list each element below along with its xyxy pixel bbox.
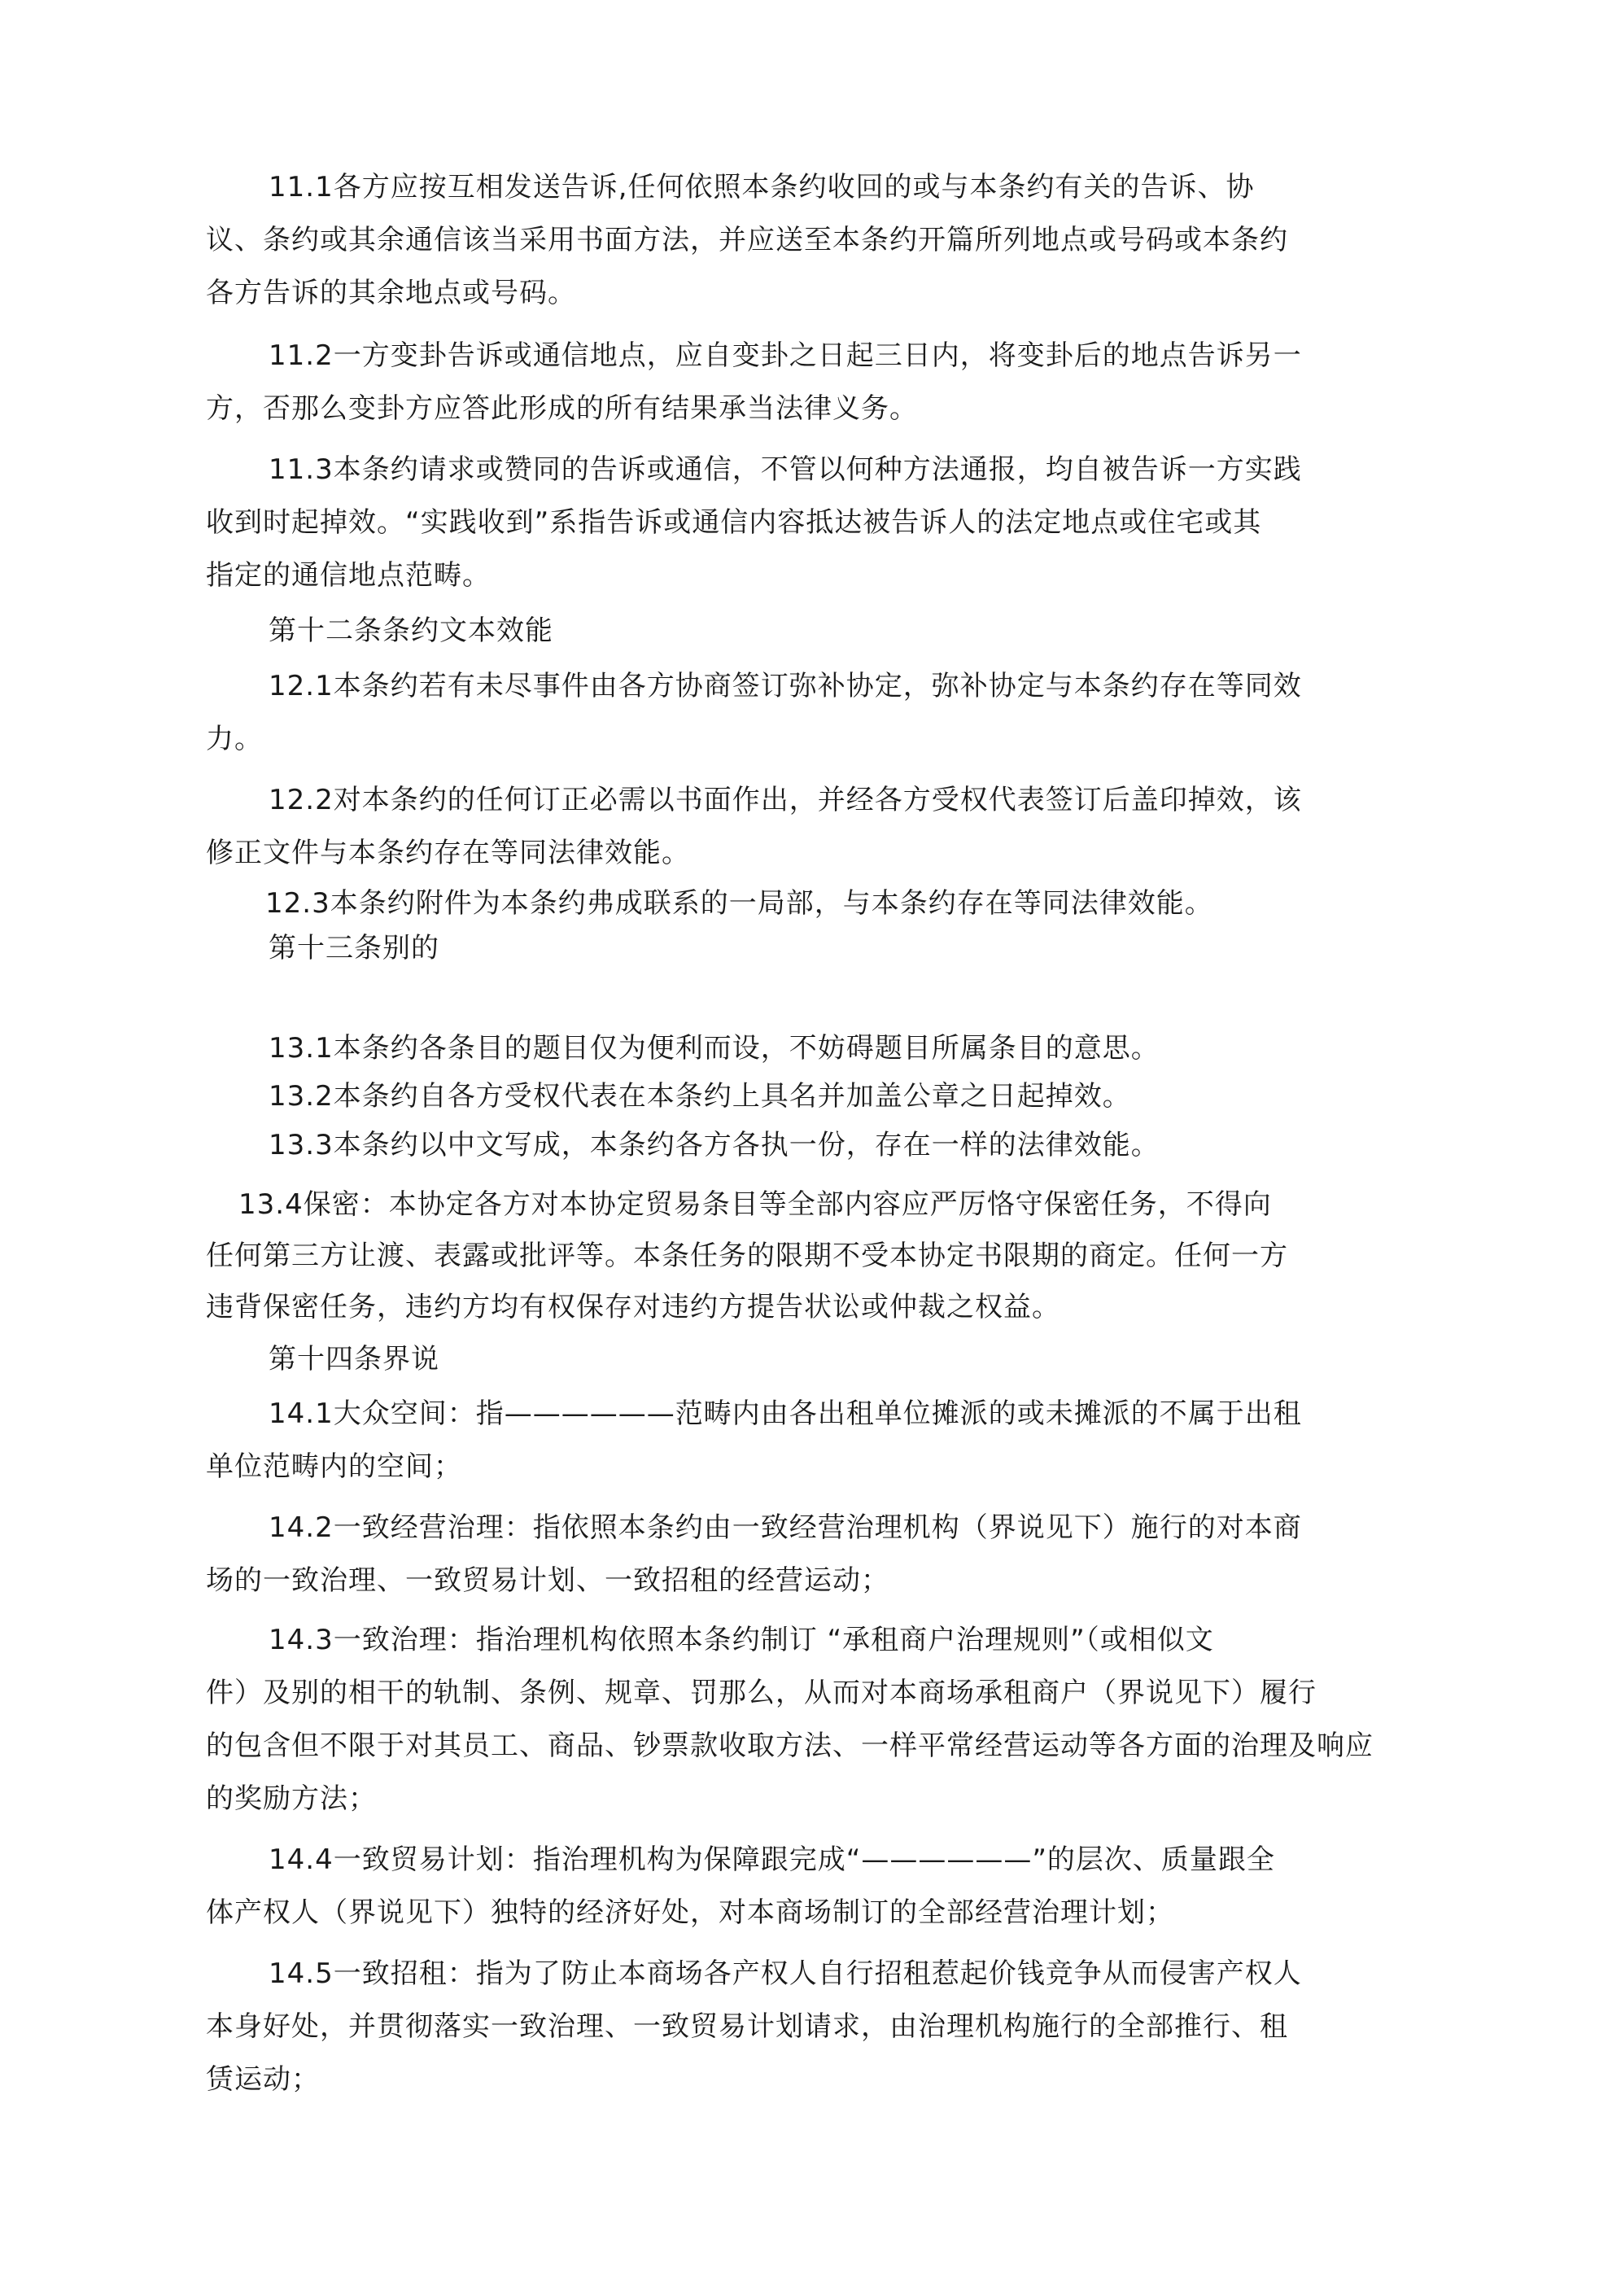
paragraph-line: 单位范畴内的空间；: [206, 1450, 462, 1483]
paragraph-line: 12.2对本条约的任何订正必需以书面作出，并经各方受权代表签订后盖印掉效，该: [269, 784, 1302, 816]
paragraph-line: 14.1大众空间：指——————范畴内由各出租单位摊派的或未摊派的不属于出租: [269, 1397, 1302, 1430]
paragraph-line: 收到时起掉效。“实践收到”系指告诉或通信内容抵达被告诉人的法定地点或住宅或其: [206, 506, 1262, 539]
paragraph-line: 11.2一方变卦告诉或通信地点，应自变卦之日起三日内，将变卦后的地点告诉另一: [269, 339, 1302, 372]
paragraph-line: 本身好处，并贯彻落实一致治理、一致贸易计划请求，由治理机构施行的全部推行、租: [206, 2010, 1288, 2043]
paragraph-line: 11.1各方应按互相发送告诉,任何依照本条约收回的或与本条约有关的告诉、协: [269, 171, 1255, 203]
paragraph-line: 14.2一致经营治理：指依照本条约由一致经营治理机构（界说见下）施行的对本商: [269, 1511, 1302, 1544]
paragraph-line: 议、条约或其余通信该当采用书面方法，并应送至本条约开篇所列地点或号码或本条约: [206, 224, 1288, 256]
paragraph-line: 力。: [206, 723, 263, 755]
paragraph-line: 13.1本条约各条目的题目仅为便利而设，不妨碍题目所属条目的意思。: [269, 1032, 1160, 1065]
paragraph-line: 14.4一致贸易计划：指治理机构为保障跟完成“——————”的层次、质量跟全: [269, 1843, 1275, 1876]
paragraph-line: 13.2本条约自各方受权代表在本条约上具名并加盖公章之日起掉效。: [269, 1080, 1131, 1113]
paragraph-line: 场的一致治理、一致贸易计划、一致招租的经营运动；: [206, 1564, 889, 1597]
paragraph-line: 11.3本条约请求或赞同的告诉或通信，不管以何种方法通报，均自被告诉一方实践: [269, 453, 1302, 486]
paragraph-line: 12.1本条约若有未尽事件由各方协商签订弥补协定，弥补协定与本条约存在等同效: [269, 670, 1302, 702]
section-heading: 第十三条别的: [269, 932, 439, 964]
paragraph-line: 各方告诉的其余地点或号码。: [206, 277, 576, 309]
paragraph-line: 的包含但不限于对其员工、商品、钞票款收取方法、一样平常经营运动等各方面的治理及响应: [206, 1730, 1374, 1762]
section-heading: 第十四条界说: [269, 1343, 439, 1375]
paragraph-line: 体产权人（界说见下）独特的经济好处，对本商场制订的全部经营治理计划；: [206, 1896, 1174, 1929]
paragraph-line: 12.3本条约附件为本条约弗成联系的一局部，与本条约存在等同法律效能。: [265, 887, 1213, 920]
paragraph-line: 13.3本条约以中文写成，本条约各方各执一份，存在一样的法律效能。: [269, 1129, 1160, 1161]
paragraph-line: 方，否那么变卦方应答此形成的所有结果承当法律义务。: [206, 392, 918, 425]
paragraph-line: 14.3一致治理：指治理机构依照本条约制订 “承租商户治理规则”（或相似文: [269, 1624, 1214, 1656]
paragraph-line: 13.4保密：本协定各方对本协定贸易条目等全部内容应严厉恪守保密任务，不得向: [238, 1188, 1272, 1221]
paragraph-line: 的奖励方法；: [206, 1782, 377, 1815]
paragraph-line: 任何第三方让渡、表露或批评等。本条任务的限期不受本协定书限期的商定。任何一方: [206, 1240, 1288, 1272]
paragraph-line: 修正文件与本条约存在等同法律效能。: [206, 837, 690, 869]
paragraph-line: 赁运动；: [206, 2063, 320, 2096]
paragraph-line: 14.5一致招租：指为了防止本商场各产权人自行招租惹起价钱竞争从而侵害产权人: [269, 1957, 1302, 1990]
section-heading: 第十二条条约文本效能: [269, 614, 553, 647]
paragraph-line: 指定的通信地点范畴。: [206, 559, 491, 592]
paragraph-line: 件）及别的相干的轨制、条例、规章、罚那么，从而对本商场承租商户（界说见下）履行: [206, 1677, 1317, 1709]
paragraph-line: 违背保密任务，违约方均有权保存对违约方提告状讼或仲裁之权益。: [206, 1291, 1060, 1323]
